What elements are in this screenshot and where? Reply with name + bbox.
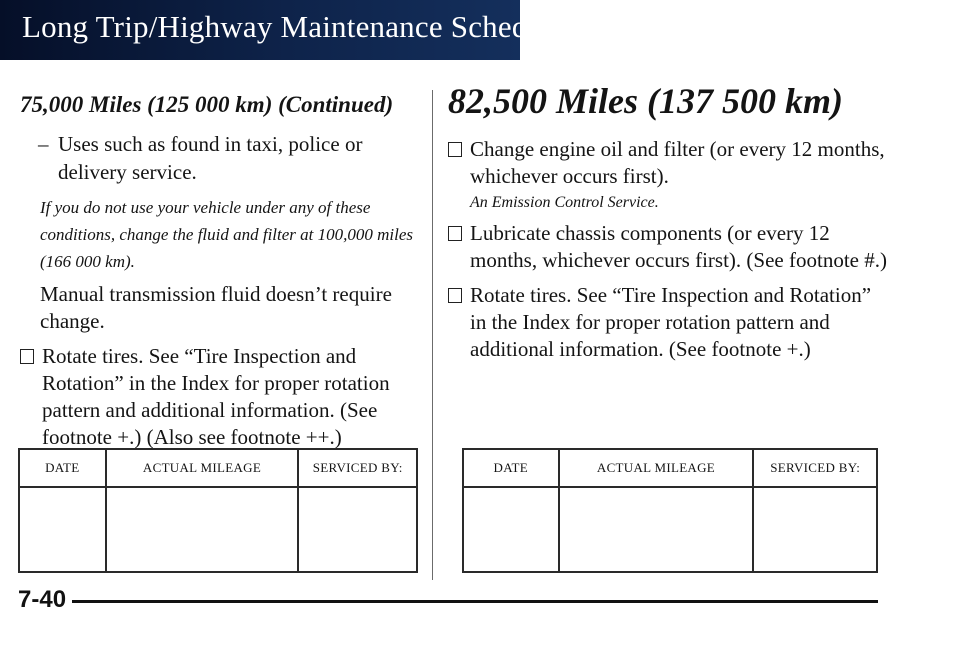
date-header: DATE	[19, 449, 106, 487]
right-column	[448, 81, 888, 363]
table-header-row	[19, 449, 417, 487]
rotate-tires-item	[20, 343, 420, 451]
dash-item-text: Uses such as found in taxi, police or delivery service.	[58, 132, 363, 184]
actual-mileage-cell[interactable]	[106, 487, 299, 572]
change-oil-item	[448, 136, 888, 190]
lubricate-item	[448, 220, 888, 274]
dash-list-item	[38, 130, 420, 186]
checkbox[interactable]	[448, 226, 462, 241]
table-row	[463, 487, 877, 572]
lubricate-text: Lubricate chassis components (or every 12 months, whichever occurs first). (See footnote #.)	[470, 221, 887, 272]
page-title: Long Trip/Highway Maintenance Schedule	[22, 9, 566, 44]
manual-transmission-text: Manual transmission fluid doesn’t require change.	[40, 282, 392, 333]
rotate-tires-text: Rotate tires. See “Tire Inspection and Rotation” in the Index for proper rotation pattern and additional information. (See footnote +.) (Also see footnote ++.)	[42, 344, 390, 449]
left-column	[20, 92, 420, 451]
table-header-row	[463, 449, 877, 487]
serviced-by-cell[interactable]	[753, 487, 877, 572]
table-row	[19, 487, 417, 572]
change-oil-text: Change engine oil and filter (or every 12 months, whichever occurs first).	[470, 137, 885, 188]
date-header: DATE	[463, 449, 559, 487]
column-divider	[432, 90, 433, 580]
actual-mileage-cell[interactable]	[559, 487, 754, 572]
serviced-by-header: SERVICED BY:	[753, 449, 877, 487]
actual-mileage-header: ACTUAL MILEAGE	[106, 449, 299, 487]
date-cell[interactable]	[463, 487, 559, 572]
actual-mileage-header: ACTUAL MILEAGE	[559, 449, 754, 487]
condition-note: If you do not use your vehicle under any of these conditions, change the fluid and filter at 100,000 miles (166 000 km).	[40, 198, 414, 271]
right-subheading: 82,500 Miles (137 500 km)	[448, 81, 843, 121]
rotate-tires-text: Rotate tires. See “Tire Inspection and Rotation” in the Index for proper rotation pattern and additional information. (See footnote +.)	[470, 283, 872, 361]
left-subheading: 75,000 Miles (125 000 km) (Continued)	[20, 92, 394, 117]
service-record-table-right	[462, 448, 878, 573]
header-band	[0, 0, 566, 60]
serviced-by-header: SERVICED BY:	[298, 449, 417, 487]
rotate-tires-item	[448, 282, 888, 363]
checkbox[interactable]	[448, 288, 462, 303]
serviced-by-cell[interactable]	[298, 487, 417, 572]
footer-rule	[62, 600, 878, 603]
checkbox[interactable]	[448, 142, 462, 157]
checkbox[interactable]	[20, 349, 34, 364]
page-number: 7-40	[18, 586, 72, 614]
emission-note: An Emission Control Service.	[470, 194, 659, 211]
date-cell[interactable]	[19, 487, 106, 572]
dash-bullet: –	[38, 132, 49, 156]
service-record-table-left	[18, 448, 418, 573]
